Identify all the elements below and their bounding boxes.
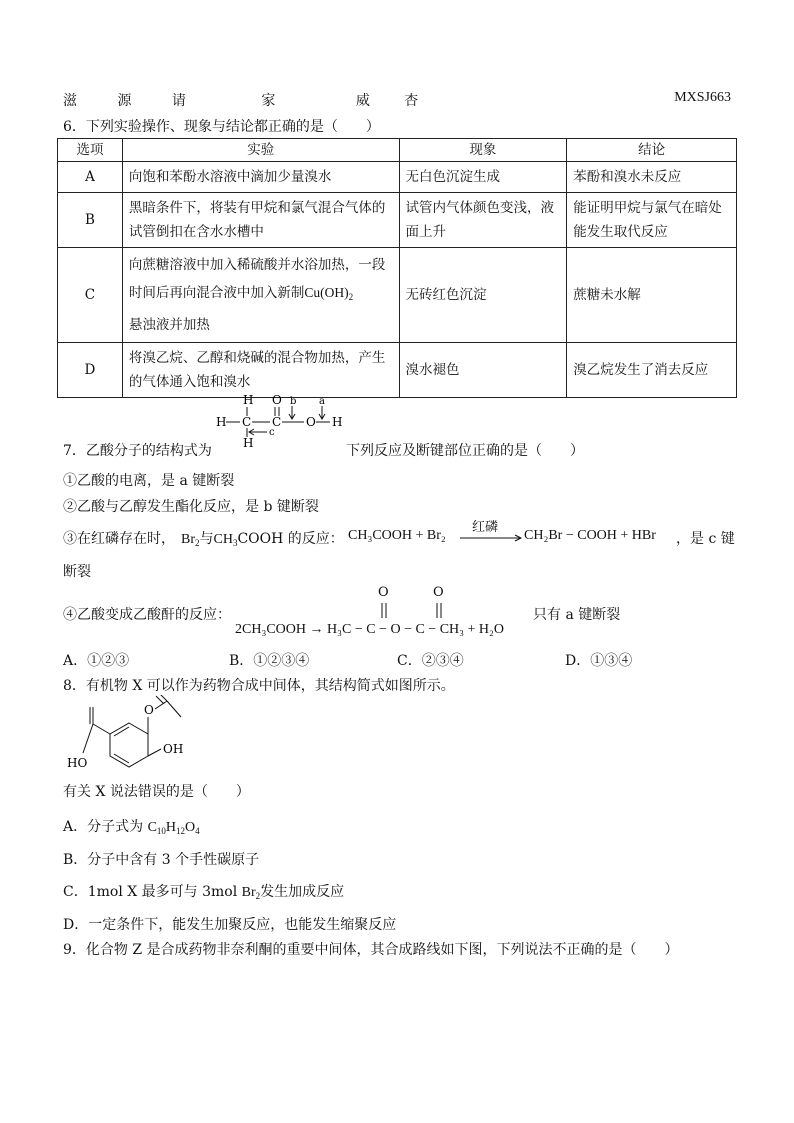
formula-sub: 4 xyxy=(195,826,200,836)
header-char: 滋 xyxy=(63,93,77,109)
formula-c10h12o4 xyxy=(148,820,200,835)
formula-sub: 12 xyxy=(176,826,186,836)
formula-cuoh2 xyxy=(304,285,353,300)
q6-table xyxy=(57,138,737,398)
atom-o: O xyxy=(272,393,282,407)
formula-text: H xyxy=(165,820,177,835)
bond-label-a: a xyxy=(319,396,325,407)
option-b[interactable]: B．①②③④ xyxy=(229,653,310,669)
formula-text: Cu(OH) xyxy=(304,285,349,300)
header-school-name xyxy=(63,90,418,110)
header-code: MXSJ663 xyxy=(674,90,731,105)
q8-option-d[interactable]: D．一定条件下，能发生加聚反应，也能发生缩聚反应 xyxy=(63,917,397,933)
option-text: 发生加成反应 xyxy=(260,884,345,900)
bond-label-c: c xyxy=(269,427,275,438)
formula-sub: 2 xyxy=(195,538,200,548)
cell-phenomenon: 无白色沉淀生成 xyxy=(399,162,567,193)
option-d[interactable]: D．①③④ xyxy=(565,653,633,669)
option-text: A．分子式为 xyxy=(63,819,148,835)
atom-o: O xyxy=(144,703,154,717)
cell-experiment: 黑暗条件下，将装有甲烷和氯气混合气体的试管倒扣在含水水槽中 xyxy=(122,193,399,248)
table-row xyxy=(58,193,737,248)
atom-h: H xyxy=(243,393,254,407)
cell-conclusion: 蔗糖未水解 xyxy=(567,248,737,343)
q7-stem-b: 下列反应及断键部位正确的是（ ） xyxy=(346,443,584,459)
formula-text: Br xyxy=(241,885,256,900)
bond-label-b: b xyxy=(290,396,297,407)
q7-item-3-end: 断裂 xyxy=(63,564,91,580)
q7-options xyxy=(63,650,632,670)
q8-option-b[interactable]: B．分子中含有 3 个手性碳原子 xyxy=(63,852,260,868)
th-phenomenon: 现象 xyxy=(399,139,567,162)
option-text: C．1mol X 最多可与 3mol xyxy=(63,884,242,900)
q7-item-4-tail: 只有 a 键断裂 xyxy=(533,607,621,623)
atom-h: H xyxy=(216,415,227,429)
formula-br2 xyxy=(242,885,261,900)
q7-item-3-text: COOH 的反应： xyxy=(237,531,344,547)
atom-h: H xyxy=(243,436,254,450)
q7-item-3-eq-right: CH₂Br − COOH + HBr xyxy=(524,528,656,543)
q6-stem: 6．下列实验操作、现象与结论都正确的是（ ） xyxy=(63,119,380,135)
q8-ask: 有关 X 说法错误的是（ ） xyxy=(63,784,250,800)
cell-experiment: 向饱和苯酚水溶液中滴加少量溴水 xyxy=(122,162,399,193)
header-char: 源 xyxy=(117,93,132,109)
group-ho: HO xyxy=(67,756,88,770)
formula-sub: 2 xyxy=(255,891,261,901)
catalyst-red-phosphorus: 红磷 xyxy=(472,520,499,535)
header-char: 威 xyxy=(355,93,370,109)
table-header-row xyxy=(58,139,737,162)
q7-item-3-text: 与 xyxy=(199,531,214,547)
q7-item-3-text: ③在红磷存在时， xyxy=(63,531,175,547)
cell-conclusion: 溴乙烷发生了消去反应 xyxy=(567,343,737,398)
th-experiment: 实验 xyxy=(122,139,399,162)
q7-item-3-eq-left: CH₃COOH + Br₂ xyxy=(348,528,446,543)
formula-text: O xyxy=(185,820,196,835)
cell-phenomenon: 溴水褪色 xyxy=(399,343,567,398)
formula-text: C xyxy=(147,820,157,835)
q8-option-a[interactable] xyxy=(63,816,200,836)
cell-option: A xyxy=(58,162,123,193)
option-c[interactable]: C．②③④ xyxy=(397,653,464,669)
q8-stem: 8．有机物 X 可以作为药物合成中间体，其结构简式如图所示。 xyxy=(63,678,455,694)
table-row xyxy=(58,248,737,343)
atom-c: C xyxy=(272,415,282,429)
q7-stem-a: 7．乙酸分子的结构式为 xyxy=(63,443,212,459)
cell-conclusion: 苯酚和溴水未反应 xyxy=(567,162,737,193)
cell-experiment-text: 悬浊液并加热 xyxy=(128,317,210,333)
group-oh: OH xyxy=(163,742,184,756)
cell-experiment xyxy=(122,248,399,343)
formula-sub: 2 xyxy=(348,292,354,302)
header-char: 请 xyxy=(171,93,186,109)
header-char: 杏 xyxy=(404,93,419,109)
header-char: 家 xyxy=(261,93,276,109)
cell-phenomenon: 试管内气体颜色变浅，液面上升 xyxy=(399,193,567,248)
cell-experiment-text: 向蔗糖溶液中加入稀硫酸并水浴加热，一段时间后再向混合液中加入新制 xyxy=(128,257,386,301)
double-bond-marks xyxy=(378,601,448,621)
cell-conclusion: 能证明甲烷与氯气在暗处能发生取代反应 xyxy=(567,193,737,248)
formula-br2 xyxy=(181,532,200,547)
atom-o: O xyxy=(306,415,316,429)
formula-text: Br xyxy=(181,532,195,547)
cell-option: B xyxy=(58,193,123,248)
cell-option: C xyxy=(58,248,123,343)
option-a[interactable]: A．①②③ xyxy=(63,653,130,669)
table-row xyxy=(58,343,737,398)
formula-text: CH xyxy=(213,532,233,547)
table-row xyxy=(58,162,737,193)
compound-x-structure xyxy=(63,695,203,780)
atom-c: C xyxy=(242,415,252,429)
th-option: 选项 xyxy=(58,139,123,162)
atom-h: H xyxy=(332,415,343,429)
reaction-arrow xyxy=(460,533,524,543)
cell-experiment: 将溴乙烷、乙醇和烧碱的混合物加热，产生的气体通入饱和溴水 xyxy=(122,343,399,398)
q7-item-3-tail: ，是 c 键 xyxy=(676,531,735,547)
cell-phenomenon: 无砖红色沉淀 xyxy=(399,248,567,343)
q7-item-2: ②乙酸与乙醇发生酯化反应，是 b 键断裂 xyxy=(63,499,319,515)
q7-item-1: ①乙酸的电离，是 a 键断裂 xyxy=(63,473,235,489)
q7-item-4: ④乙酸变成乙酸酐的反应： xyxy=(63,607,231,623)
acetic-acid-structure xyxy=(212,392,352,454)
formula-sub: 3 xyxy=(232,538,238,548)
q8-option-c[interactable] xyxy=(63,881,344,901)
atom-o: O xyxy=(433,585,444,600)
formula-sub: 10 xyxy=(156,826,166,836)
th-conclusion: 结论 xyxy=(567,139,737,162)
atom-o: O xyxy=(378,585,389,600)
q7-item-4-eq: 2CH₃COOH → H₃C − C − O − C − CH₃ + H₂O xyxy=(235,622,505,637)
q9-stem: 9．化合物 Z 是合成药物非奈利酮的重要中间体，其合成路线如下图，下列说法不正确的是（ ） xyxy=(63,942,679,958)
formula-ch3cooh xyxy=(214,532,238,547)
q7-item-3 xyxy=(63,528,344,548)
cell-option: D xyxy=(58,343,123,398)
